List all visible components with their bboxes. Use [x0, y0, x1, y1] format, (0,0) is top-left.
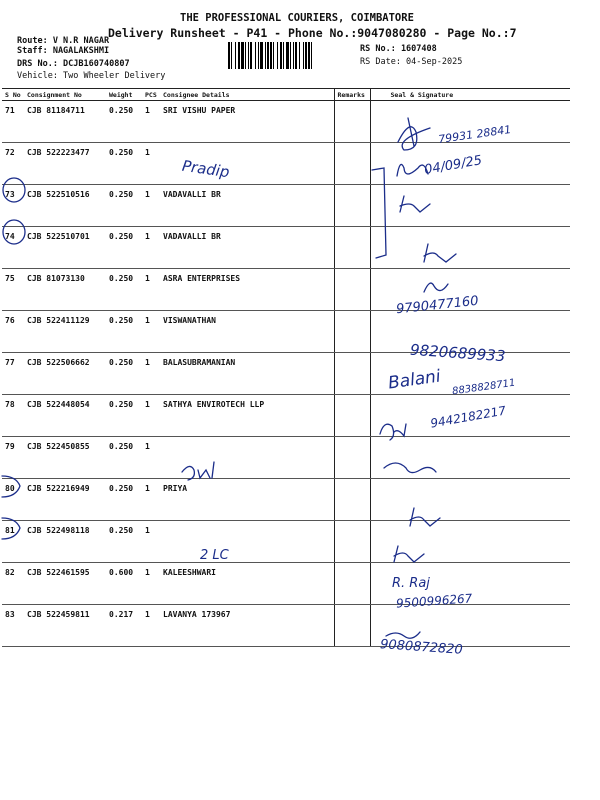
- cell-details: PRIYA: [160, 479, 334, 521]
- cell-weight: 0.250: [106, 269, 142, 311]
- cell-sno: 76: [2, 311, 24, 353]
- cell-weight: 0.250: [106, 437, 142, 479]
- cell-consignment: CJB 81184711: [24, 101, 106, 143]
- cell-details: SRI VISHU PAPER: [160, 101, 334, 143]
- cell-sno: 72: [2, 143, 24, 185]
- cell-details: ASRA ENTERPRISES: [160, 269, 334, 311]
- cell-consignment: CJB 81073130: [24, 269, 106, 311]
- cell-sno: 81: [2, 521, 24, 563]
- cell-consignment: CJB 522506662: [24, 353, 106, 395]
- cell-details: VADAVALLI BR: [160, 227, 334, 269]
- col-header-signature: Seal & Signature: [370, 89, 570, 101]
- cell-consignment: CJB 522223477: [24, 143, 106, 185]
- col-header-pcs: PCS: [142, 89, 160, 101]
- cell-details: KALEESHWARI: [160, 563, 334, 605]
- cell-sno: 77: [2, 353, 24, 395]
- signature-78: [380, 424, 406, 440]
- signature-75: [424, 283, 448, 292]
- cell-details: VADAVALLI BR: [160, 185, 334, 227]
- handwritten-phone-76: 9820689933: [409, 340, 506, 366]
- circle-mark-80: [2, 476, 20, 497]
- cell-pcs: 1: [142, 101, 160, 143]
- cell-sno: 82: [2, 563, 24, 605]
- circle-mark-74: [3, 220, 25, 244]
- handwritten-phone-71: 79931 28841: [437, 122, 513, 147]
- handwritten-phone-75: 9790477160: [395, 293, 480, 318]
- cell-pcs: 1: [142, 605, 160, 647]
- handwritten-date-72: 04/09/25: [423, 153, 484, 178]
- cell-pcs: 1: [142, 269, 160, 311]
- handwritten-note-72: Pradip: [180, 156, 231, 182]
- cell-consignment: CJB 522448054: [24, 395, 106, 437]
- cell-sno: 74: [2, 227, 24, 269]
- handwritten-phone-82: 9500996267: [395, 591, 473, 611]
- cell-sno: 79: [2, 437, 24, 479]
- cell-pcs: 1: [142, 479, 160, 521]
- cell-weight: 0.250: [106, 395, 142, 437]
- cell-sno: 73: [2, 185, 24, 227]
- cell-weight: 0.600: [106, 563, 142, 605]
- col-header-weight: Weight: [106, 89, 142, 101]
- cell-weight: 0.250: [106, 479, 142, 521]
- signature-81: [394, 546, 424, 562]
- cell-consignment: CJB 522461595: [24, 563, 106, 605]
- cell-pcs: 1: [142, 227, 160, 269]
- cell-pcs: 1: [142, 521, 160, 563]
- handwritten-phone-83: 9080872820: [379, 637, 464, 658]
- col-header-sno: S No: [2, 89, 24, 101]
- cell-weight: 0.250: [106, 227, 142, 269]
- signature-71: [398, 118, 430, 150]
- staff-label: Staff: NAGALAKSHMI: [17, 46, 110, 56]
- cell-pcs: 1: [142, 311, 160, 353]
- col-header-consignment: Consignment No: [24, 89, 106, 101]
- cell-consignment: CJB 522498118: [24, 521, 106, 563]
- handwritten-note-82: 2 LC: [200, 548, 229, 563]
- cell-details: LAVANYA 173967: [160, 605, 334, 647]
- drs-number: DRS No.: DCJB160740807: [17, 59, 130, 69]
- cell-weight: 0.250: [106, 311, 142, 353]
- cell-weight: 0.250: [106, 521, 142, 563]
- circle-mark-73: [3, 178, 25, 202]
- cell-details: BALASUBRAMANIAN: [160, 353, 334, 395]
- cell-pcs: 1: [142, 353, 160, 395]
- cell-consignment: CJB 522411129: [24, 311, 106, 353]
- cell-consignment: CJB 522216949: [24, 479, 106, 521]
- col-header-details: Consignee Details: [160, 89, 334, 101]
- col-header-remarks: Remarks: [334, 89, 370, 101]
- cell-consignment: CJB 522510516: [24, 185, 106, 227]
- cell-weight: 0.250: [106, 353, 142, 395]
- cell-sno: 75: [2, 269, 24, 311]
- cell-consignment: CJB 522510701: [24, 227, 106, 269]
- cell-details: VISWANATHAN: [160, 311, 334, 353]
- rs-date: RS Date: 04-Sep-2025: [360, 57, 463, 67]
- signature-80: [410, 508, 440, 526]
- circle-mark-81: [2, 518, 20, 539]
- cell-details: SATHYA ENVIROTECH LLP: [160, 395, 334, 437]
- bracket-mark: [372, 168, 386, 258]
- route-label: Route: V N.R NAGAR: [17, 36, 110, 46]
- cell-pcs: 1: [142, 185, 160, 227]
- cell-pcs: 1: [142, 143, 160, 185]
- cell-sno: 83: [2, 605, 24, 647]
- handwritten-name-77: Balani: [386, 366, 442, 394]
- signature-73: [400, 196, 430, 212]
- company-name: THE PROFESSIONAL COURIERS, COIMBATORE: [180, 12, 414, 24]
- signature-74: [424, 244, 456, 262]
- cell-weight: 0.250: [106, 101, 142, 143]
- runsheet-title: Delivery Runsheet - P41 - Phone No.:9047080280 - Page No.:7: [108, 26, 517, 40]
- cell-consignment: CJB 522450855: [24, 437, 106, 479]
- vehicle-label: Vehicle: Two Wheeler Delivery: [17, 71, 166, 81]
- cell-sno: 80: [2, 479, 24, 521]
- signature-80-details: [182, 462, 214, 480]
- cell-weight: 0.250: [106, 185, 142, 227]
- cell-pcs: 1: [142, 395, 160, 437]
- handwritten-name-82: R. Raj: [392, 576, 430, 591]
- signature-79: [384, 463, 436, 473]
- cell-consignment: CJB 522459811: [24, 605, 106, 647]
- rs-number: RS No.: 1607408: [360, 44, 437, 54]
- handwritten-phone-77: 8838828711: [451, 377, 517, 398]
- cell-sno: 78: [2, 395, 24, 437]
- handwritten-phone-78: 9442182217: [429, 403, 507, 431]
- cell-sno: 71: [2, 101, 24, 143]
- cell-pcs: 1: [142, 437, 160, 479]
- cell-pcs: 1: [142, 563, 160, 605]
- cell-weight: 0.250: [106, 143, 142, 185]
- cell-weight: 0.217: [106, 605, 142, 647]
